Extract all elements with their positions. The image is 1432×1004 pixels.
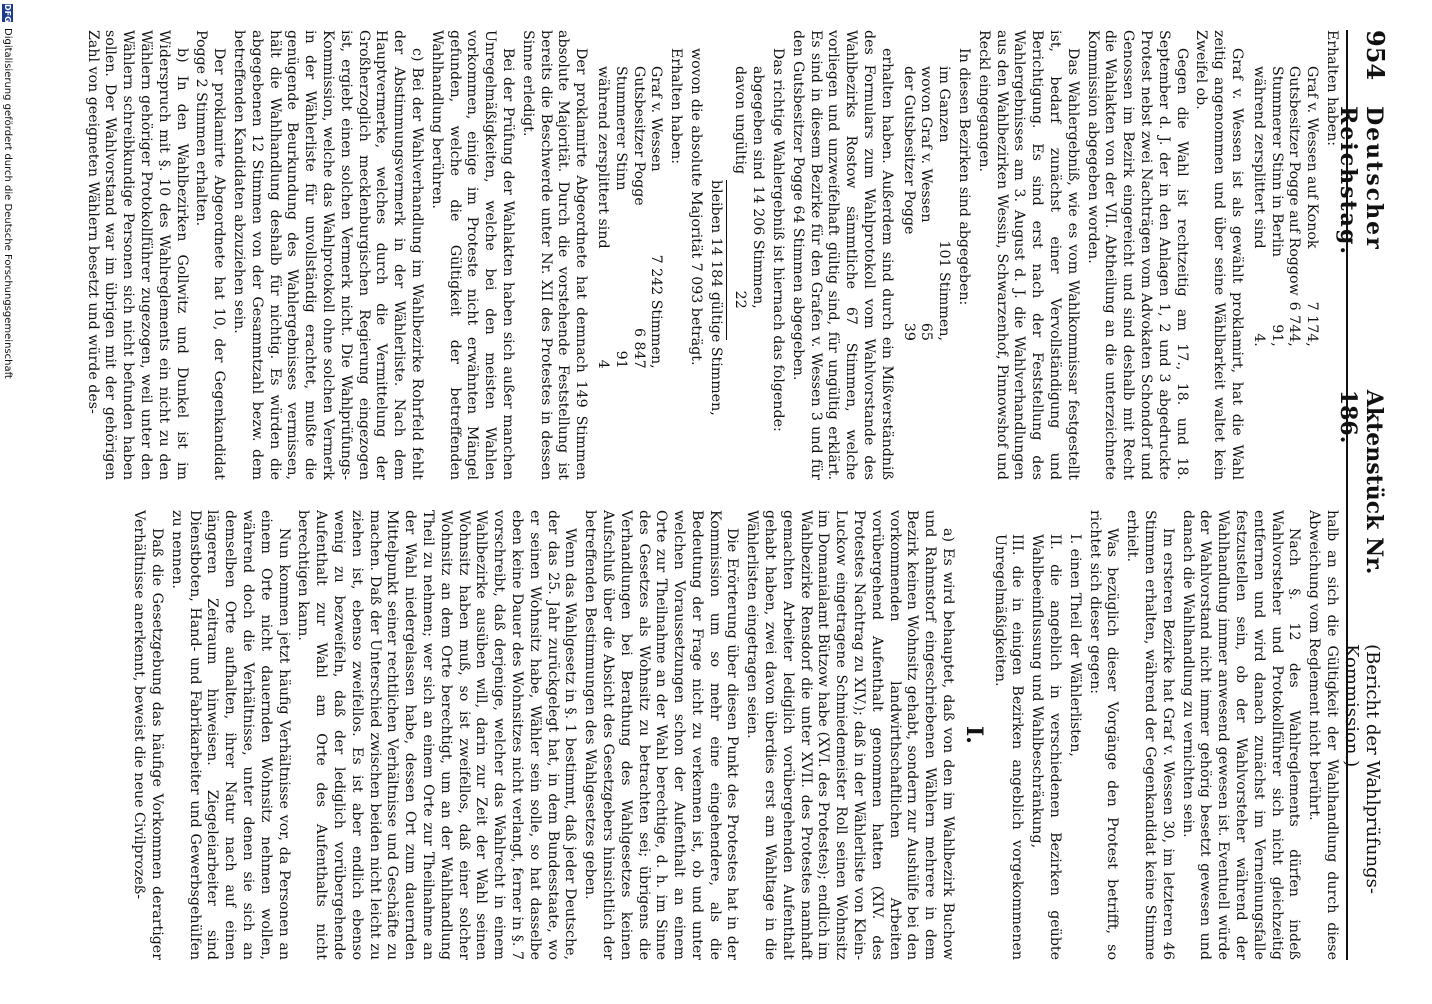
- table-row: [934, 66, 952, 351]
- sum-line: bleiben 14 184 gültige Stimmen,: [707, 180, 724, 416]
- page-subtitle: (Bericht der Wahlprüfungs-Kommission.): [1341, 644, 1383, 894]
- vote-name: während zersplittert sind: [1250, 66, 1267, 249]
- paragraph: Nun kommen jetzt häufig Verhältnisse vor, da Personen an einem Orte nicht dauernden Wohnsitz nehmen wollen, während doch die Verhältnisse, unter denen sie sich an demselben Orte aufhalten, ihrer Natur nach auf einen längeren Zeitraum hinweisen. Ziegeleiarbeiter sind Dienstboten, Hand- und Fabrikarbeiter und Gewerbsgehülfen zu nennen.: [168, 510, 292, 960]
- paragraph: Nach §. 12 des Wahlreglements dürfen indeß Wahlvorsteher und Protokollführer sich nicht gleichzeitig entfernen und wird danach zunächst im Verneinungsfalle festzustellen sein, ob der Wahlvorsteher während der Wahlhandlung immer anwesend gewesen ist. Eventuell würde der Wahlvorstand nicht immer gehörig besetzt gewesen und danach die Wahlhandlung zu vernichten sein.: [1179, 510, 1303, 960]
- paragraph: Erhalten haben:: [1324, 30, 1340, 147]
- paragraph: c) Bei der Wahlverhandlung im Wahlbezirke Rohrfeld fehlt der Abstimmungsvermerk in der Wählerliste. Nach dem Hauptvermerke, welches durch die Vermittelung der Großherzoglich mecklenburgischen Regierung eingezogen ist, ergiebt einen solchen Vermerk nicht. Die Wahlprüfungs-Kommission, welche das Wahlprotokoll ohne solchen Vermerk in der Wählerliste für unvollständig erachtet, mußte die genügende Beurkundung des Wahlergebnisses vermissen, hält die Wahlhandlung deshalb für nichtig. Es würden die abgegebenen 12 Stimmen von der Gesammtzahl bezw. dem betreffenden Kandidaten abzuziehen sein.: [230, 30, 425, 480]
- page-title: Deutscher Reichstag.: [1335, 106, 1387, 256]
- vote-value: 7 242 Stimmen,: [648, 254, 665, 369]
- table-row: [917, 66, 935, 351]
- document-number: Aktenstück Nr. 186.: [1335, 389, 1387, 575]
- paragraph: Graf v. Wessen ist als gewählt proklamirt, hat die Wahl zeitig angenommen und über seine Wählbarkeit waltet kein Zweifel ob.: [1193, 30, 1246, 480]
- vote-name: Gutsbesitzer Pogge: [630, 66, 647, 206]
- right-column: [10, 510, 1340, 960]
- table-row: [731, 66, 749, 319]
- vote-value: 101 Stimmen,: [936, 240, 953, 341]
- paragraph: halb an sich die Gültigkeit der Wahlhandlung durch diese Abweichung vom Reglement nicht berührt.: [1306, 510, 1340, 960]
- vote-value: 6 847: [630, 328, 647, 369]
- paragraph: Der proklamirte Abgeordnete hat 10, der Gegenkandidat Pogge 2 Stimmen erhalten.: [193, 30, 228, 480]
- paragraph: erhalten haben. Außerdem sind durch ein Mißverständniß des Formulars zum Wahlprotokoll vom Wahlvorstande des Wahlbezirks Rostow sämmtliche 67 Stimmen, welche vorliegen und unzweifelhaft gültig sind, für ungültig erklärt. Es sind in diesem Bezirke für den Grafen v. Wessen 3 und für den Gutsbesitzer Pogge 64 Stimmen abgegeben.: [789, 30, 895, 480]
- vote-table-3: [731, 66, 767, 319]
- vote-name: im Ganzen: [936, 66, 953, 143]
- paragraph: Daß die Gesetzgebung das häufige Vorkommen derartiger Verhältnisse anerkennt, beweist die neue Civilprozeß-: [131, 510, 165, 960]
- table-row: [1285, 66, 1303, 357]
- table-row: [749, 66, 767, 319]
- vote-value: 91,: [1268, 324, 1285, 347]
- paragraph: Bei der Prüfung der Wahlakten haben sich außer manchen Unregelmäßigkeiten, welche bei den meisten Wahlen vorkommen, einige im Proteste nicht erwähnten Mängel gefunden, welche die Gültigkeit der betreffenden Wahlhandlung berühren.: [428, 30, 516, 480]
- section-heading: I.: [960, 726, 987, 744]
- vote-name: während zersplittert sind: [594, 66, 611, 249]
- paragraph: Der proklamirte Abgeordnete hat demnach 149 Stimmen absolute Majorität. Durch die vorstehende Feststellung ist bereits die Beschwerde unter Nr. XII des Protestes in dessen Sinne erledigt.: [519, 30, 590, 480]
- footer-text: Digitalisierung gefördert durch die Deutsche Forschungsgemeinschaft: [2, 28, 14, 379]
- paragraph: Was bezüglich dieser Vorgänge den Protest betrifft, so richtet sich dieser gegen:: [1086, 510, 1121, 960]
- vote-name: Gutsbesitzer Pogge auf Roggow: [1286, 66, 1303, 296]
- sum-rule: [726, 180, 727, 340]
- vote-name: abgegeben sind: [750, 66, 767, 180]
- vote-value: 4.: [1250, 333, 1267, 347]
- vote-table-4: [593, 66, 664, 379]
- header-rule: [1346, 30, 1348, 960]
- vote-name: Stummerer Stinn in Berlin: [1268, 66, 1285, 258]
- vote-value: 65: [918, 322, 935, 341]
- vote-name: Stummerer Stinn: [612, 66, 629, 191]
- vote-value: 7 174,: [1304, 301, 1321, 347]
- vote-value: 39: [900, 322, 917, 341]
- table-row: [1249, 66, 1267, 357]
- paragraph: Gegen die Wahl ist rechtzeitig am 17., 18. und 18. September d. J. der in den Anlagen 1, 2 und 3 abgedruckte Protest nebst zwei Nachträgen vom Advokaten Schondorf und Genossen im Bezirk eingereicht und sind deshalb mit Recht die Wahlakten von der VII. Abtheilung an die unterzeichnete Kommission abgegeben worden.: [1084, 30, 1190, 480]
- table-row: [629, 66, 647, 379]
- paragraph: Im ersteren Bezirke hat Graf v. Wessen 30, im letzteren 46 Stimmen erhalten, während der Gegenkandidat keine Stimme erhielt.: [1124, 510, 1176, 960]
- paragraph: Das richtige Wahlergebniß ist hiernach das folgende:: [770, 48, 787, 432]
- paragraph: b) In den Wahlbezirken Gollwitz und Dunkel ist im Widerspruch mit §. 10 des Wahlreglements ein nicht zu den Wählern gehöriger Protokollführer zugezogen, weil unter den Wählern schreibkundige Personen sich nicht befunden haben sollen. Der Wahlvorstand war im übrigen mit der gehörigen Zahl von geeigneten Wählern besetzt und würde des-: [84, 30, 190, 480]
- vote-name: davon ungültig: [732, 66, 749, 175]
- paragraph: Das Wahlergebniß, wie es vom Wahlkommissar festgestellt ist, bedarf zunächst einer Vervollständigung und Berichtigung. Es sind erst nach der Feststellung des Wahlergebnisses am 3. August d. J. die Wahlverhandlungen aus den Wahlbezirken Wessin, Schwarzenhof, Pinnowshof und Reckl eingegangen.: [975, 30, 1081, 480]
- list-item: III. die in einigen Bezirken angeblich vorgekommenen Unregelmäßigkeiten.: [991, 534, 1026, 960]
- page-number: 954: [1361, 30, 1390, 81]
- table-row: [1267, 66, 1285, 357]
- vote-name: Graf v. Wessen: [648, 66, 665, 172]
- vote-table-2: [899, 66, 952, 351]
- paragraph: Die Erörterung über diesen Punkt des Protestes hat in der Kommission um so mehr eine eingehendere, als die Bedeutung der Frage nicht zu verkennen ist, ob und unter welchen Voraussetzungen schon der Aufenthalt an einem Orte zur Theilnahme an der Wahl berechtige, d. h. im Sinne des Gesetzes als Wohnsitz zu betrachten sei; übrigens die Verhandlungen bei Berathung des Wahlgesetzes keinen Aufschluß über die Absicht des Gesetzgebers hinsichtlich der betreffenden Bestimmungen des Wahlgesetzes geben.: [582, 510, 741, 960]
- table-row: [647, 66, 665, 379]
- page-header: [1335, 30, 1390, 960]
- list-item: I. einen Theil der Wählerlisten,: [1066, 534, 1083, 757]
- list-item: II. die angeblich in verschiedenen Bezirken geübte Wahlbeeinflussung und Wahlbeschränkung,: [1029, 534, 1064, 960]
- paragraph: Wenn das Wahlgesetz in §. 1 bestimmt, daß jeder Deutsche, der das 25. Jahr zurückgelegt hat, in dem Bundesstaate, wo er seinen Wohnsitz habe, Wähler sein solle, so hat dasselbe eben keine Dauer des Wohnsitzes nicht verlangt, ferner in §. 7 vorschreibt, daß derjenige, welcher das Wahlrecht in einem Wahlbezirke ausüben will, darin zur Zeit der Wahl seinen Wohnsitz haben muß, so ist zweifellos, daß einer solcher Wohnsitz an dem Orte berechtigt, um an der Wahlhandlung Theil zu nehmen; wer sich an einem Orte zur Theilnahme an der Wahl niedergelassen habe, dessen Ort zum dauernden Mittelpunkt seiner rechtlichen Verhältnisse und Geschäfte zu machen. Daß der Unterschied zwischen beiden nicht leicht zu ziehen ist, ebenso zweifellos. Es ist aber endlich ebenso wenig zu bezweifeln, daß der lediglich vorübergehende Aufenthalt zur Wahl am Orte des Aufenthalts nicht berechtigen kann.: [295, 510, 579, 960]
- paragraph: a) Es wird behauptet, daß von den im Wahlbezirk Buchow und Rahmstorf eingeschriebenen Wählern mehrere in dem Bezirk keinen Wohnsitz gehabt, sondern zur Aushülfe bei den vorkommenden landwirthschaftlichen Arbeiten vorübergehend Aufenthalt genommen hatten (XIV. des Protestes Nachtrag zu XIV.); daß in der Wählerliste von Klein-Luckow eingetragene Schmiedemeister Roll seinen Wohnsitz im Domanialamt Bützow habe (XVI. des Protestes); endlich im Wahlbezirke Rensdorf die unter XVII. des Protestes namhaft gemachten Arbeiter lediglich vorübergehenden Aufenthalt gehabt haben, zwei davon überdies erst am Wahltage in die Wählerlisten eingetragen seien.: [744, 510, 957, 960]
- vote-value: 14 206 Stimmen,: [750, 185, 767, 309]
- vote-value: 6 744,: [1286, 301, 1303, 347]
- paragraph: In diesen Bezirken sind abgegeben:: [956, 48, 973, 306]
- vote-name: Graf v. Wessen auf Konok: [1304, 66, 1321, 249]
- digitization-footer: [0, 0, 16, 1004]
- vote-name: der Gutsbesitzer Pogge: [900, 66, 917, 235]
- paragraph: wovon die absolute Majorität 7 093 beträgt.: [687, 48, 704, 366]
- dfg-logo-icon: DFG: [3, 4, 13, 23]
- vote-value: 22: [732, 290, 749, 309]
- left-column: [10, 30, 1340, 480]
- vote-value: 91: [612, 350, 629, 369]
- vote-table-1: [1249, 66, 1320, 357]
- table-row: [593, 66, 611, 379]
- vote-value: 4: [594, 359, 611, 369]
- vote-name: wovon Graf v. Wessen: [918, 66, 935, 223]
- table-row: [899, 66, 917, 351]
- table-row: [611, 66, 629, 379]
- table-row: [1302, 66, 1320, 357]
- paragraph: Erhalten haben:: [668, 48, 685, 165]
